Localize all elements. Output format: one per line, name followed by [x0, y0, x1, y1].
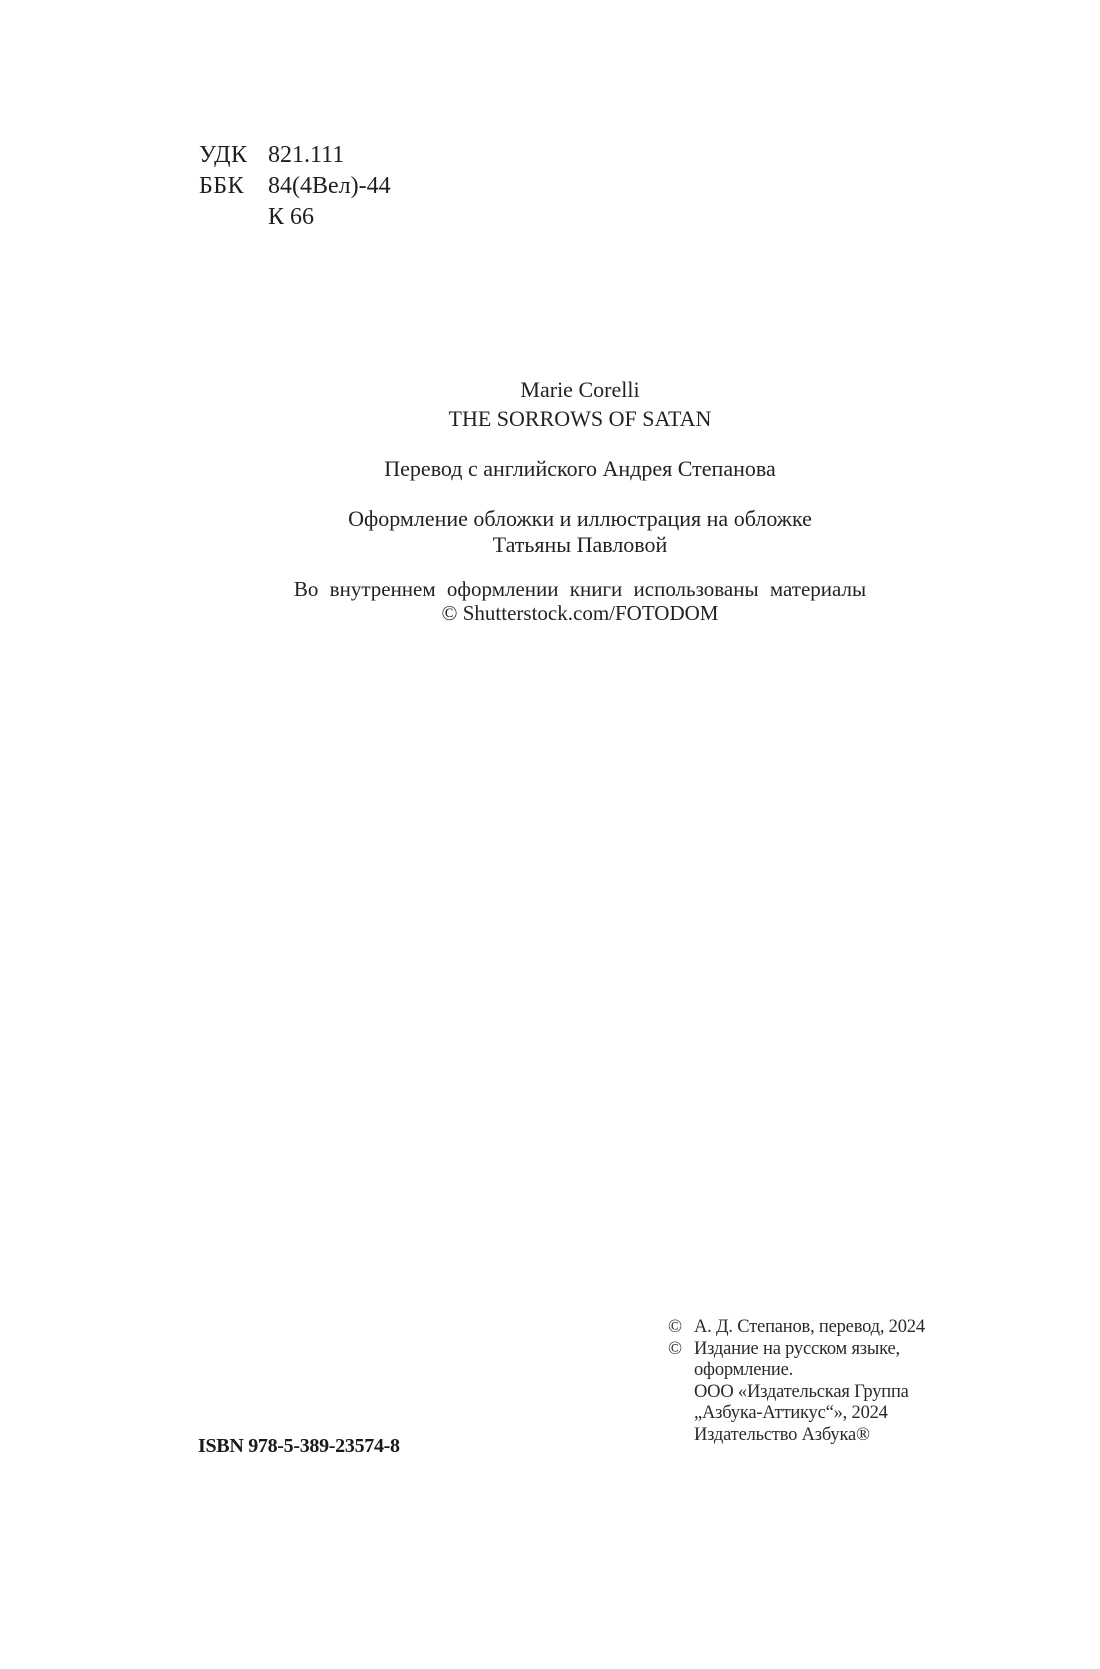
udc-row [199, 140, 391, 171]
image-materials-block [0, 577, 1100, 625]
translator-block [0, 455, 1100, 482]
classification-block [199, 140, 391, 233]
author-sign-value: К 66 [268, 204, 315, 230]
udc-label: УДК [199, 142, 248, 168]
copyright-publisher-line: ООО «Издательская Группа [694, 1381, 909, 1402]
original-title: THE SORROWS OF SATAN [448, 406, 712, 431]
copyright-edition-line: Издание на русском языке, [694, 1338, 900, 1359]
copyright-entry-translation [668, 1317, 925, 1339]
copyright-icon: © [668, 1338, 682, 1359]
copyright-imprint-line: Издательство Азбука® [694, 1424, 870, 1445]
cover-design-block [0, 506, 1100, 558]
copyright-translation-text: А. Д. Степанов, перевод, 2024 [694, 1317, 925, 1337]
bbk-row [199, 171, 391, 202]
copyright-publisher-line: „Азбука-Аттикус“», 2024 [694, 1403, 888, 1423]
isbn: ISBN 978-5-389-23574-8 [198, 1435, 400, 1457]
copyright-icon: © [668, 1317, 682, 1337]
cover-designer-name: Татьяны Павловой [492, 532, 668, 557]
author-sign-row [199, 202, 391, 233]
udc-value: 821.111 [268, 142, 345, 168]
bbk-value: 84(4Вел)-44 [268, 173, 391, 199]
bbk-label: ББК [199, 173, 245, 199]
translator-credit: Перевод с английского Андрея Степанова [384, 456, 776, 481]
materials-credit: Во внутреннем оформлении книги использованы материалы [293, 577, 867, 601]
original-author: Marie Corelli [520, 377, 640, 402]
original-work-block [0, 375, 1100, 433]
cover-design-credit: Оформление обложки и иллюстрация на обложке [348, 506, 812, 531]
copyright-block [668, 1317, 925, 1446]
copyright-entry-edition [668, 1339, 925, 1447]
author-sign-label [199, 202, 268, 233]
copyright-edition-line: оформление. [694, 1360, 794, 1380]
copyright-edition-text [694, 1339, 909, 1447]
materials-source: © Shutterstock.com/FOTODOM [441, 601, 719, 625]
